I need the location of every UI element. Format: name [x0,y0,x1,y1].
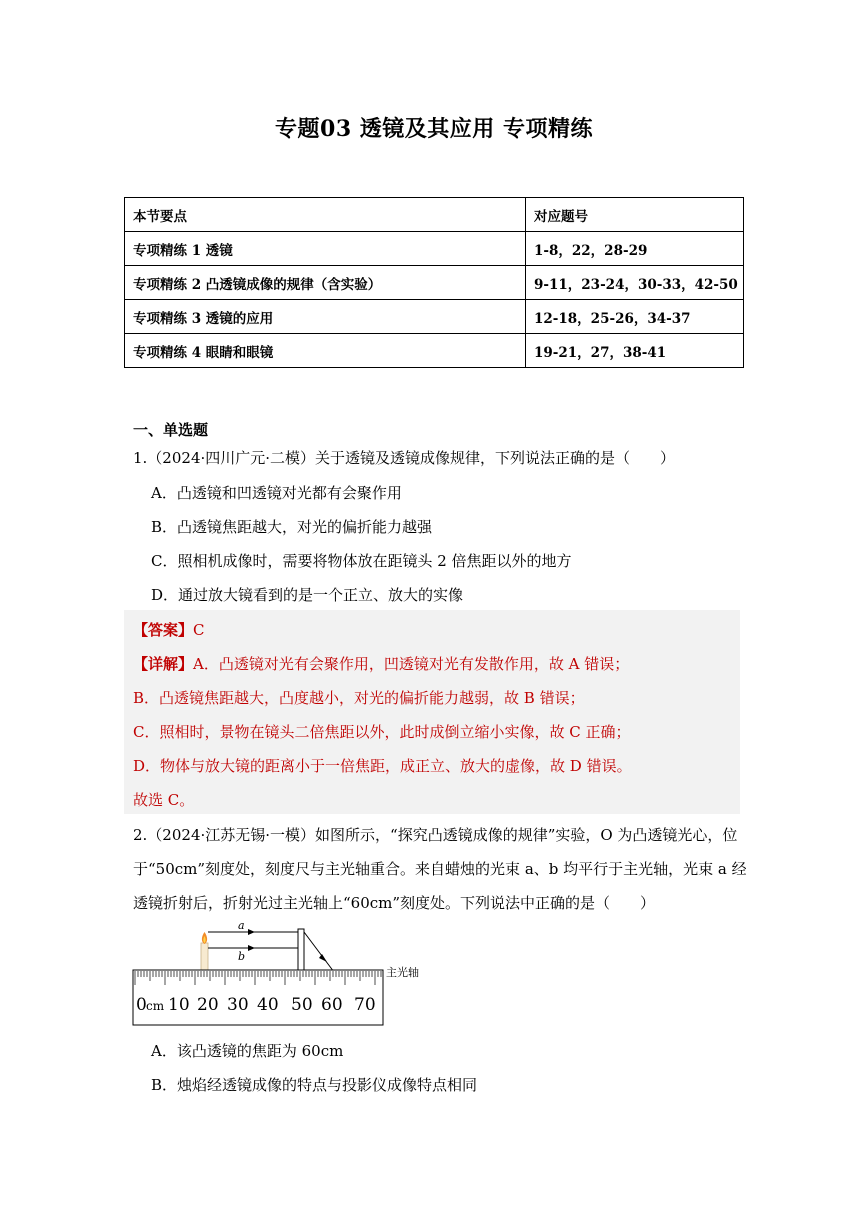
table-cell: 9-11，23-24，30-33，42-50 [526,266,744,300]
document-title: 专题03 透镜及其应用 专项精练 [275,116,593,142]
question-2-stem-line-3: 透镜折射后，折射光过主光轴上“60cm”刻度处。下列说法中正确的是（ ） [133,894,656,912]
answer-line [133,619,205,640]
question-1-option-c: C．照相机成像时，需要将物体放在距镜头 2 倍焦距以外的地方 [151,552,572,570]
section-heading: 一、单选题 [133,421,209,439]
topics-table [124,197,744,368]
scale-label-10: 10 [168,995,190,1015]
table-cell: 12-18，25-26，34-37 [526,300,744,334]
scale-label-30: 30 [227,995,249,1015]
table-cell: 专项精练 3 透镜的应用 [125,300,526,334]
ray-a-label: a [238,919,245,932]
scale-label-0: 0 [136,995,147,1015]
detail-text: A．凸透镜对光有会聚作用，凹透镜对光有发散作用，故 A 错误； [193,655,630,673]
answer-box [124,610,740,814]
ray-b-label: b [238,950,246,963]
detail-line-1 [133,653,629,674]
detail-line-5: 故选 C。 [133,791,195,809]
question-2-option-b: B．烛焰经透镜成像的特点与投影仪成像特点相同 [151,1076,478,1094]
candle [201,943,208,971]
detail-line-4: D．物体与放大镜的距离小于一倍焦距，成正立、放大的虚像，故 D 错误。 [133,757,632,775]
detail-tag: 【详解】 [133,655,194,673]
table-header-cell: 对应题号 [526,198,744,232]
scale-label-60: 60 [321,995,343,1015]
table-row [125,232,744,266]
question-2-stem-line-1: 2.（2024·江苏无锡·一模）如图所示，“探究凸透镜成像的规律”实验，O 为凸透镜光心，位 [133,826,738,844]
question-2-stem-line-2: 于“50cm”刻度处，刻度尺与主光轴重合。来自蜡烛的光束 a、b 均平行于主光轴，光束 a 经 [133,860,747,878]
ray-a-arrow [248,929,255,935]
ray-b-arrow [248,945,255,951]
table-row [125,334,744,368]
table-row [125,300,744,334]
table-cell: 专项精练 2 凸透镜成像的规律（含实验） [125,266,526,300]
refracted-ray-arrow [319,954,327,962]
detail-line-2: B．凸透镜焦距越大，凸度越小，对光的偏折能力越弱，故 B 错误； [133,689,585,707]
scale-label-70: 70 [354,995,376,1015]
table-cell: 专项精练 4 眼睛和眼镜 [125,334,526,368]
scale-label-20: 20 [197,995,219,1015]
answer-tag: 【答案】 [133,621,194,639]
main-axis-label: 主光轴 [386,966,419,979]
table-cell: 专项精练 1 透镜 [125,232,526,266]
optics-bench-figure [130,918,430,1030]
scale-label-50: 50 [291,995,313,1015]
scale-unit: cm [146,999,165,1013]
table-cell: 1-8，22，28-29 [526,232,744,266]
table-row [125,266,744,300]
question-1-option-d: D．通过放大镜看到的是一个正立、放大的实像 [151,586,464,604]
question-2-option-a: A．该凸透镜的焦距为 60cm [151,1042,344,1060]
table-cell: 19-21，27，38-41 [526,334,744,368]
detail-line-3: C．照相时，景物在镜头二倍焦距以外，此时成倒立缩小实像，故 C 正确； [133,723,631,741]
answer-value: C [193,621,205,639]
table-header-cell: 本节要点 [125,198,526,232]
scale-label-40: 40 [257,995,279,1015]
table-header-row [125,198,744,232]
question-1-option-b: B．凸透镜焦距越大，对光的偏折能力越强 [151,518,433,536]
question-1-stem: 1.（2024·四川广元·二模）关于透镜及透镜成像规律，下列说法正确的是（ ） [133,449,676,467]
question-1-option-a: A．凸透镜和凹透镜对光都有会聚作用 [151,484,402,502]
